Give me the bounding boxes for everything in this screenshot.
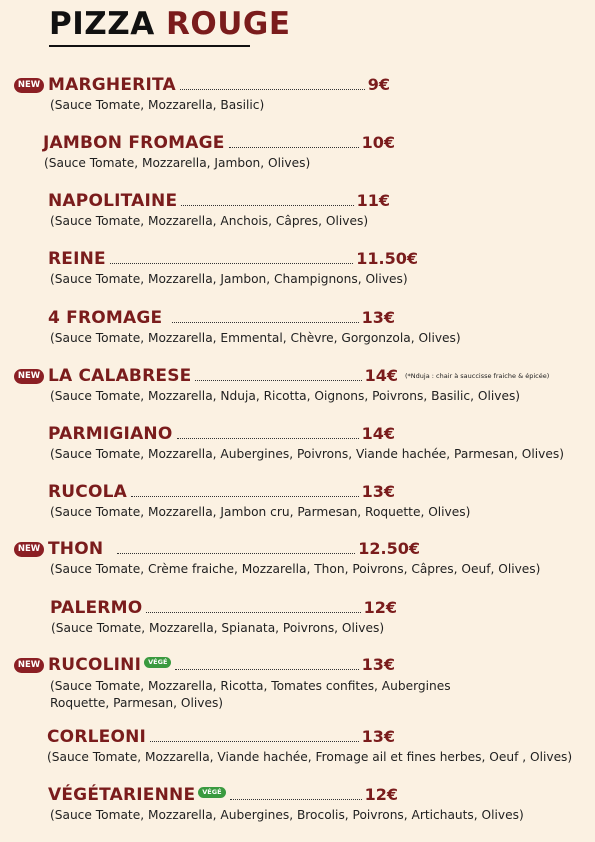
dot-leader [172,310,358,323]
item-description: (Sauce Tomate, Mozzarella, Jambon cru, Parmesan, Roquette, Olives) [50,505,471,519]
menu-item-palermo [50,597,397,619]
item-price: 9€ [367,75,390,94]
title-underline [49,45,250,47]
dot-leader [110,251,353,264]
item-description: (Sauce Tomate, Mozzarella, Jambon, Champignons, Olives) [50,272,408,286]
item-description: (Sauce Tomate, Crème fraiche, Mozzarella, Thon, Poivrons, Câpres, Oeuf, Olives) [50,562,541,576]
item-price: 13€ [361,308,395,327]
item-price: 13€ [361,655,395,674]
menu-item-rucola [48,481,395,503]
item-price: 11€ [356,191,390,210]
item-name: VÉGÉTARIENNE [48,785,196,805]
item-description: (Sauce Tomate, Mozzarella, Emmental, Chèvre, Gorgonzola, Olives) [50,331,461,345]
item-name: JAMBON FROMAGE [43,133,225,153]
item-description: (Sauce Tomate, Mozzarella, Ricotta, Tomates confites, Aubergines [50,679,451,693]
menu-item-4-fromage [48,307,395,329]
menu-item-rucolini [48,654,395,676]
dot-leader [180,77,365,90]
title-part-2: ROUGE [166,6,291,42]
menu-item-corleoni [47,726,395,748]
menu-item-margherita [48,74,390,96]
menu-item-la-calabrese [48,365,398,387]
item-description: (Sauce Tomate, Mozzarella, Basilic) [50,98,265,112]
item-description-line-2: Roquette, Parmesan, Olives) [50,696,224,710]
item-name: THON [48,539,104,559]
item-price: 12€ [363,598,397,617]
item-name: LA CALABRESE [48,366,192,386]
item-price: 13€ [361,727,395,746]
item-name: PALERMO [50,598,143,618]
item-name: REINE [48,249,106,269]
item-description: (Sauce Tomate, Mozzarella, Anchois, Câpres, Olives) [50,214,369,228]
item-price: 14€ [364,366,398,385]
dot-leader [131,484,359,497]
item-price: 12.50€ [358,539,420,558]
dot-leader [229,135,359,148]
item-price: 10€ [361,133,395,152]
item-name: PARMIGIANO [48,424,173,444]
new-badge: NEW [14,369,44,384]
item-description: (Sauce Tomate, Mozzarella, Spianata, Poivrons, Olives) [51,621,385,635]
dot-leader [117,541,355,554]
item-description: (Sauce Tomate, Mozzarella, Aubergines, Poivrons, Viande hachée, Parmesan, Olives) [50,447,564,461]
dot-leader [181,193,353,206]
item-price: 12€ [364,785,398,804]
item-description: (Sauce Tomate, Mozzarella, Jambon, Olives) [44,156,311,170]
dot-leader [175,657,358,670]
menu-item-parmigiano [48,423,395,445]
vege-badge: VÉGÉ [198,787,225,798]
menu-item-thon [48,538,420,560]
menu-item-vegetarienne [48,784,398,806]
item-name: RUCOLINI [48,655,142,675]
page-title [49,6,291,42]
dot-leader [150,729,359,742]
item-name: RUCOLA [48,482,128,502]
new-badge: NEW [14,658,44,673]
menu-item-jambon-fromage [43,132,395,154]
menu-item-napolitaine [48,190,390,212]
item-name: NAPOLITAINE [48,191,178,211]
item-name: 4 FROMAGE [48,308,163,328]
item-description: (Sauce Tomate, Mozzarella, Aubergines, Brocolis, Poivrons, Artichauts, Olives) [50,808,524,822]
menu-item-reine [48,248,418,270]
dot-leader [146,600,360,613]
title-part-1: PIZZA [49,6,155,42]
dot-leader [177,426,359,439]
item-price: 11.50€ [356,249,418,268]
item-name: CORLEONI [47,727,147,747]
new-badge: NEW [14,78,44,93]
item-name: MARGHERITA [48,75,176,95]
item-price: 14€ [361,424,395,443]
item-description: (Sauce Tomate, Mozzarella, Viande hachée, Fromage ail et fines herbes, Oeuf , Olives) [47,750,573,764]
item-price: 13€ [361,482,395,501]
item-description: (Sauce Tomate, Mozzarella, Nduja, Ricotta, Oignons, Poivrons, Basilic, Olives) [50,389,521,403]
nduja-note: (*Nduja : chair à sauccisse fraiche & épicée) [405,372,550,380]
vege-badge: VÉGÉ [144,657,171,668]
dot-leader [230,787,362,800]
new-badge: NEW [14,542,44,557]
dot-leader [195,368,361,381]
